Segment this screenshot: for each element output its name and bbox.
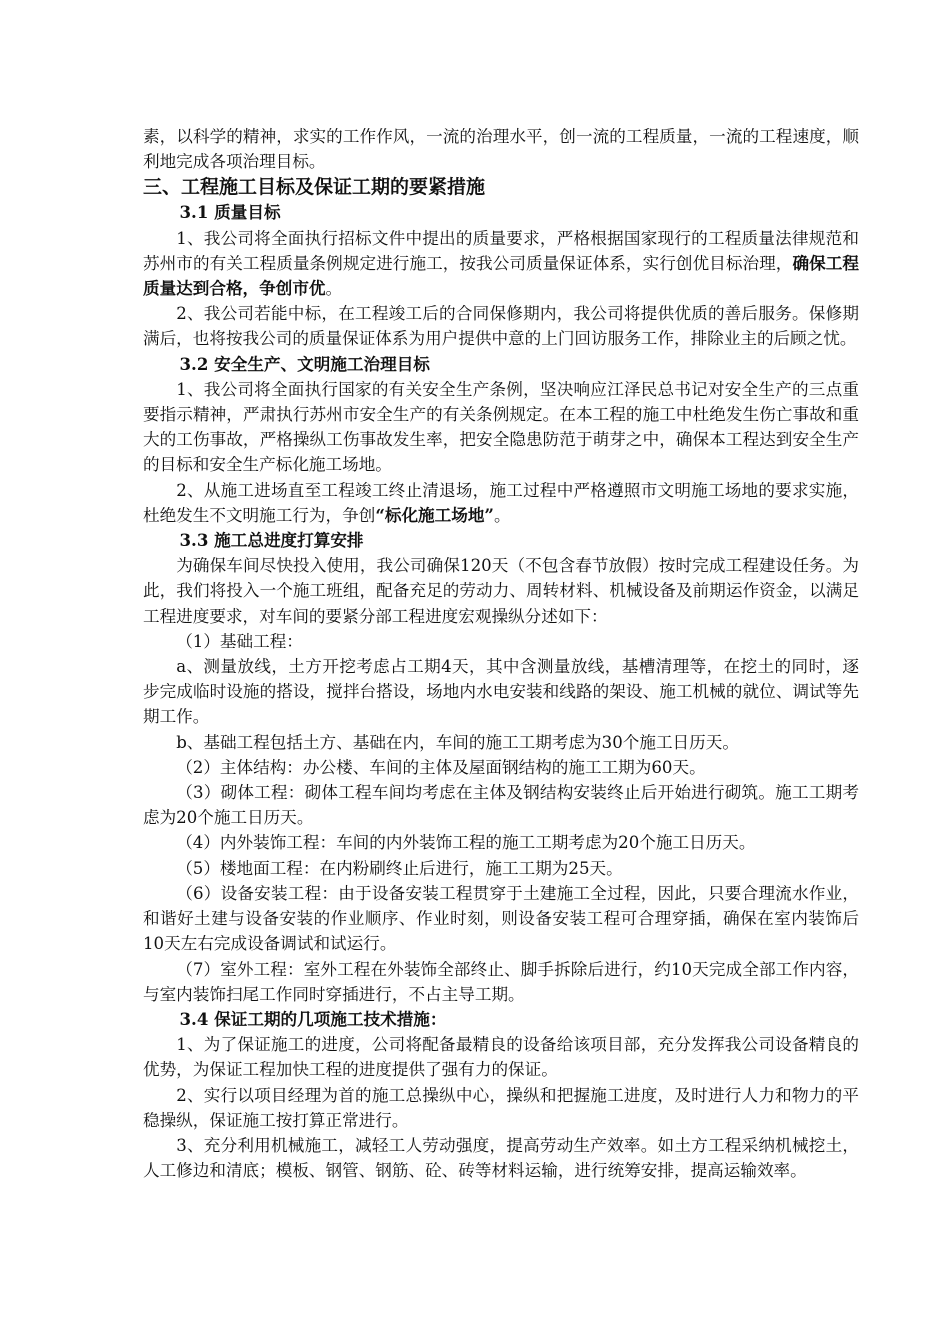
subsection-heading-measures: 3.4 保证工期的几项施工技术措施： xyxy=(179,1008,447,1029)
schedule-item-decoration: （4）内外装饰工程：车间的内外装饰工程的施工工期考虑为20个施工日历天。 xyxy=(176,833,756,853)
schedule-item-foundation-b: b、基础工程包括土方、基础在内，车间的施工工期考虑为30个施工日历天。 xyxy=(176,732,739,752)
quality-goal-emphasis: 确保工程质量达到合格，争创市优 xyxy=(143,252,860,299)
safety-paragraph-2-text: 2、从施工进场直至工程竣工终止清退场，施工过程中严格遵照市文明施工场地的要求实施，杜绝发生不文明施工行为，争创 xyxy=(143,480,859,525)
safety-paragraph-2 xyxy=(143,478,859,528)
schedule-item-floor: （5）楼地面工程：在内粉刷终止后进行，施工工期为25天。 xyxy=(176,858,623,878)
subsection-heading-quality: 3.1 质量目标 xyxy=(179,202,281,223)
schedule-item-structure: （2）主体结构：办公楼、车间的主体及屋面钢结构的施工工期为60天。 xyxy=(176,757,706,777)
subsection-heading-schedule: 3.3 施工总进度打算安排 xyxy=(179,530,364,551)
quality-paragraph-2: 2、我公司若能中标，在工程竣工后的合同保修期内，我公司将提供优质的善后服务。保修期满后，也将按我公司的质量保证体系为用户提供中意的上门回访服务工作，排除业主的后顾之忧。 xyxy=(143,304,859,349)
schedule-item-masonry: （3）砌体工程：砌体工程车间均考虑在主体及钢结构安装终止后开始进行砌筑。施工工期考虑为20个施工日历天。 xyxy=(143,783,859,828)
measures-paragraph-3: 3、充分利用机械施工，减轻工人劳动强度，提高劳动生产效率。如土方工程采纳机械挖土，人工修边和清底；模板、钢管、钢筋、砼、砖等材料运输，进行统筹安排，提高运输效率。 xyxy=(143,1135,859,1181)
safety-goal-emphasis: “标化施工场地” xyxy=(375,504,494,525)
measures-paragraph-2: 2、实行以项目经理为首的施工总操纵中心，操纵和把握施工进度，及时进行人力和物力的平稳操纵，保证施工按打算正常进行。 xyxy=(143,1085,859,1130)
schedule-item-foundation-a: a、测量放线，土方开挖考虑占工期4天，其中含测量放线，基槽清理等，在挖土的同时，逐步完成临时设施的搭设，搅拌台搭设，场地内水电安装和线路的架设、施工机械的就位、调试等先期工作。 xyxy=(143,657,859,727)
subsection-heading-safety: 3.2 安全生产、文明施工治理目标 xyxy=(179,353,430,374)
section-heading: 三、工程施工目标及保证工期的要紧措施 xyxy=(143,176,486,199)
quality-paragraph-1-end: 。 xyxy=(325,279,343,299)
measures-paragraph-1: 1、为了保证施工的进度，公司将配备最精良的设备给该项目部，充分发挥我公司设备精良的优势，为保证工程加快工程的进度提供了强有力的保证。 xyxy=(143,1035,859,1080)
schedule-item-outdoor: （7）室外工程：室外工程在外装饰全部终止、脚手拆除后进行，约10天完成全部工作内容，与室内装饰扫尾工作同时穿插进行，不占主导工期。 xyxy=(143,959,859,1004)
schedule-item-foundation: （1）基础工程： xyxy=(176,631,303,651)
safety-paragraph-1: 1、我公司将全面执行国家的有关安全生产条例，坚决响应江泽民总书记对安全生产的三点重要指示精神，严肃执行苏州市安全生产的有关条例规定。在本工程的施工中杜绝发生伤亡事故和重大的工伤事故，严格操纵工伤事故发生率，把安全隐患防范于萌芽之中，确保本工程达到安全生产的目标和安全生产标化施工场地。 xyxy=(143,379,859,475)
intro-paragraph: 素，以科学的精神，求实的工作作风，一流的治理水平，创一流的工程质量，一流的工程速度，顺利地完成各项治理目标。 xyxy=(143,127,859,172)
quality-paragraph-1-text: 1、我公司将全面执行招标文件中提出的质量要求，严格根据国家现行的工程质量法律规范和苏州市的有关工程质量条例规定进行施工，按我公司质量保证体系，实行创优目标治理， xyxy=(143,228,859,273)
schedule-paragraph: 为确保车间尽快投入使用，我公司确保120天（不包含春节放假）按时完成工程建设任务。为此，我们将投入一个施工班组，配备充足的劳动力、周转材料、机械设备及前期运作资金，以满足工程进度要求，对车间的要紧分部工程进度宏观操纵分述如下： xyxy=(143,556,859,626)
schedule-item-equipment: （6）设备安装工程：由于设备安装工程贯穿于土建施工全过程，因此，只要合理流水作业，和谐好土建与设备安装的作业顺序、作业时刻，则设备安装工程可合理穿插，确保在室内装饰后10天左右完成设备调试和试运行。 xyxy=(143,883,859,954)
safety-paragraph-2-end: 。 xyxy=(493,505,511,525)
document-body xyxy=(143,124,859,1183)
quality-paragraph-1 xyxy=(143,226,859,302)
